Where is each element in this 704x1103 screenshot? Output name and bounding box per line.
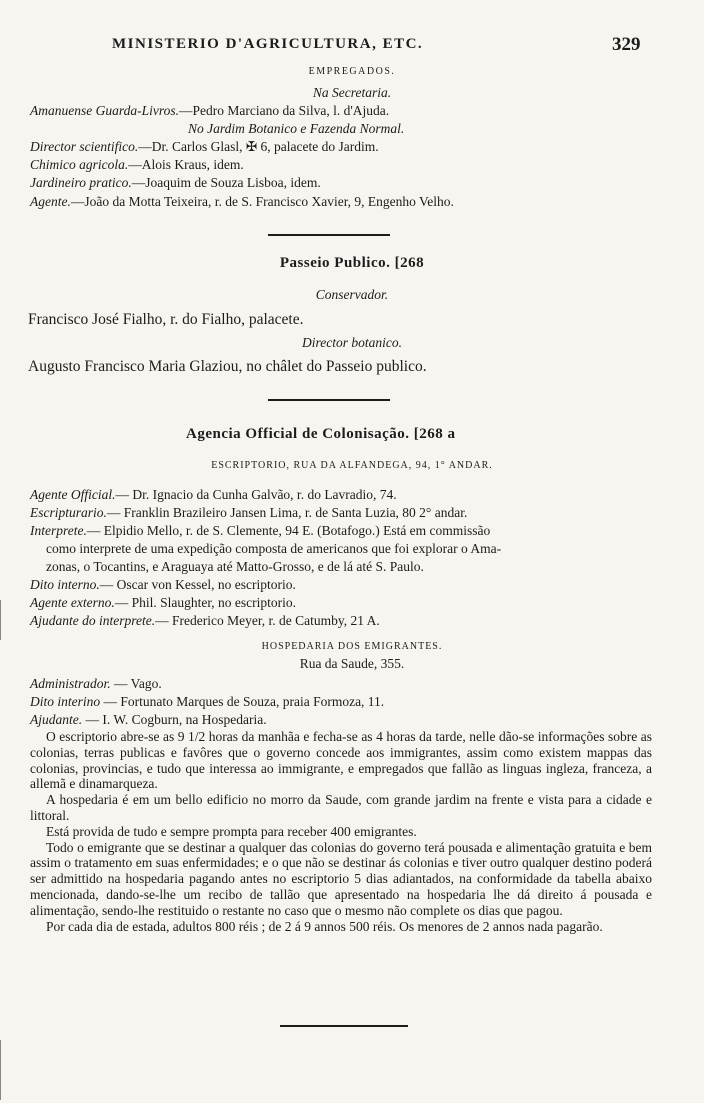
administrador-label: Administrador.: [30, 676, 111, 691]
ajudante-entry: [30, 712, 267, 728]
dito-interno-label: Dito interno.: [30, 577, 100, 592]
chimico-entry: [30, 157, 244, 173]
interprete-value: — Elpidio Mello, r. de S. Clemente, 94 E. (Botafogo.) Está em commissão: [86, 523, 491, 538]
amanuense-value: —Pedro Marciano da Silva, l. d'Ajuda.: [179, 103, 390, 118]
agente-externo-label: Agente externo.: [30, 595, 115, 610]
hospedaria-address: Rua da Saude, 355.: [299, 656, 405, 671]
section-divider: [268, 399, 390, 401]
dito-interino-entry: [30, 694, 384, 710]
administrador-value: — Vago.: [114, 676, 162, 691]
ajudante-label: Ajudante.: [30, 712, 83, 727]
ajudante-interprete-value: — Frederico Meyer, r. de Catumby, 21 A.: [155, 613, 380, 628]
director-entry: [30, 139, 379, 155]
conservador-label: Conservador.: [315, 287, 389, 302]
section-divider: [280, 1025, 408, 1027]
dito-interno-value: — Oscar von Kessel, no escriptorio.: [99, 577, 296, 592]
ajudante-value: — I. W. Cogburn, na Hospedaria.: [85, 712, 267, 727]
agente-value: —João da Motta Teixeira, r. de S. Francisco Xavier, 9, Engenho Velho.: [70, 194, 454, 209]
passeio-heading: Passeio Publico. [268: [279, 255, 425, 271]
paragraph: Por cada dia de estada, adultos 800 réis ; de 2 á 9 annos 500 réis. Os menores de 2 annos nada pagarão.: [46, 918, 603, 934]
interprete-continuation: como interprete de uma expedição composta de americanos que foi explorar o Ama-: [46, 541, 502, 556]
page-number: 329: [612, 34, 641, 55]
chimico-label: Chimico agricola.: [30, 157, 129, 172]
dito-interino-label: Dito interino: [30, 694, 101, 709]
jardim-heading: No Jardim Botanico e Fazenda Normal.: [188, 121, 405, 136]
interprete-entry: [30, 523, 490, 539]
dito-interino-value: — Fortunato Marques de Souza, praia Formoza, 11.: [103, 694, 385, 709]
escripturario-value: — Franklin Brazileiro Jansen Lima, r. de Santa Luzia, 80 2° andar.: [106, 505, 468, 520]
agencia-address: ESCRIPTORIO, RUA DA ALFANDEGA, 94, 1° ANDAR.: [211, 460, 493, 471]
jardineiro-label: Jardineiro pratico.: [30, 175, 132, 190]
paragraph: O escriptorio abre-se as 9 1/2 horas da manhãa e fecha-se as 4 horas da tarde, nelle dão-se informações sobre as colonias, terras publicas e favôres que o governo concede aos immigrantes, assim como existem mappas das colonias, provincias, e tudo que interessa ao immigrante, e empregados que fallão as linguas ingleza, franceza, a allemã e dinamarqueza.: [30, 729, 652, 792]
agente-externo-entry: [30, 595, 296, 611]
ajudante-interprete-entry: [30, 613, 380, 629]
agente-official-label: Agente Official.: [30, 487, 116, 502]
agente-externo-value: — Phil. Slaughter, no escriptorio.: [114, 595, 297, 610]
dito-interno-entry: [30, 577, 296, 593]
director-botanico-label: Director botanico.: [302, 335, 402, 350]
scan-edge-mark: [0, 1040, 1, 1100]
secretaria-heading: Na Secretaria.: [312, 85, 392, 100]
ajudante-interprete-label: Ajudante do interprete.: [30, 613, 156, 628]
interprete-label: Interprete.: [30, 523, 87, 538]
running-title: MINISTERIO D'AGRICULTURA, ETC.: [112, 36, 424, 52]
director-botanico-value: Augusto Francisco Maria Glaziou, no châlet do Passeio publico.: [28, 358, 427, 375]
jardineiro-value: —Joaquim de Souza Lisboa, idem.: [131, 175, 321, 190]
paragraph: Está provida de tudo e sempre prompta para receber 400 emigrantes.: [46, 823, 417, 839]
escripturario-entry: [30, 505, 467, 521]
agente-official-value: — Dr. Ignacio da Cunha Galvão, r. do Lavradio, 74.: [115, 487, 397, 502]
chimico-value: —Alois Kraus, idem.: [128, 157, 244, 172]
hospedaria-heading: HOSPEDARIA DOS EMIGRANTES.: [261, 641, 443, 652]
escripturario-label: Escripturario.: [30, 505, 107, 520]
section-divider: [268, 234, 390, 236]
paragraph: Todo o emigrante que se destinar a qualquer das colonias do governo terá pousada e alimentação gratuita e bem assim o tratamento em suas enfermidades; e o que não se destinar ás colonias e tiver outro qualquer destino poderá ser admittido na hospedaria pagando antes no escriptorio 5 dias adiantados, na conformidade da tabella abaixo mencionada, dando-se-lhe um recibo de tallão que apresentado na hospedaria lhe dá direito á pousada e alimentação, sendo-lhe restituido o restante no caso que o mesmo não complete os dias que pagou.: [30, 839, 652, 918]
agente-label: Agente.: [30, 194, 71, 209]
amanuense-entry: [30, 103, 389, 119]
amanuense-label: Amanuense Guarda-Livros.: [30, 103, 179, 118]
paragraph: A hospedaria é em um bello edificio no morro da Saude, com grande jardim na frente e vista para a cidade e littoral.: [30, 792, 652, 823]
interprete-continuation: zonas, o Tocantins, e Araguaya até Matto-Grosso, e de lá até S. Paulo.: [46, 559, 424, 574]
director-label: Director scientifico.: [30, 139, 139, 154]
agente-entry: [30, 194, 454, 210]
empregados-heading: EMPREGADOS.: [308, 66, 396, 77]
agente-official-entry: [30, 487, 397, 503]
scan-edge-mark: [0, 600, 1, 640]
administrador-entry: [30, 676, 162, 692]
jardineiro-entry: [30, 175, 321, 191]
hospedaria-body: [30, 729, 652, 934]
agencia-heading: Agencia Official de Colonisação. [268 a: [186, 426, 456, 442]
conservador-value: Francisco José Fialho, r. do Fialho, palacete.: [28, 311, 304, 328]
director-value: —Dr. Carlos Glasl, ✠ 6, palacete do Jardim.: [138, 139, 379, 154]
